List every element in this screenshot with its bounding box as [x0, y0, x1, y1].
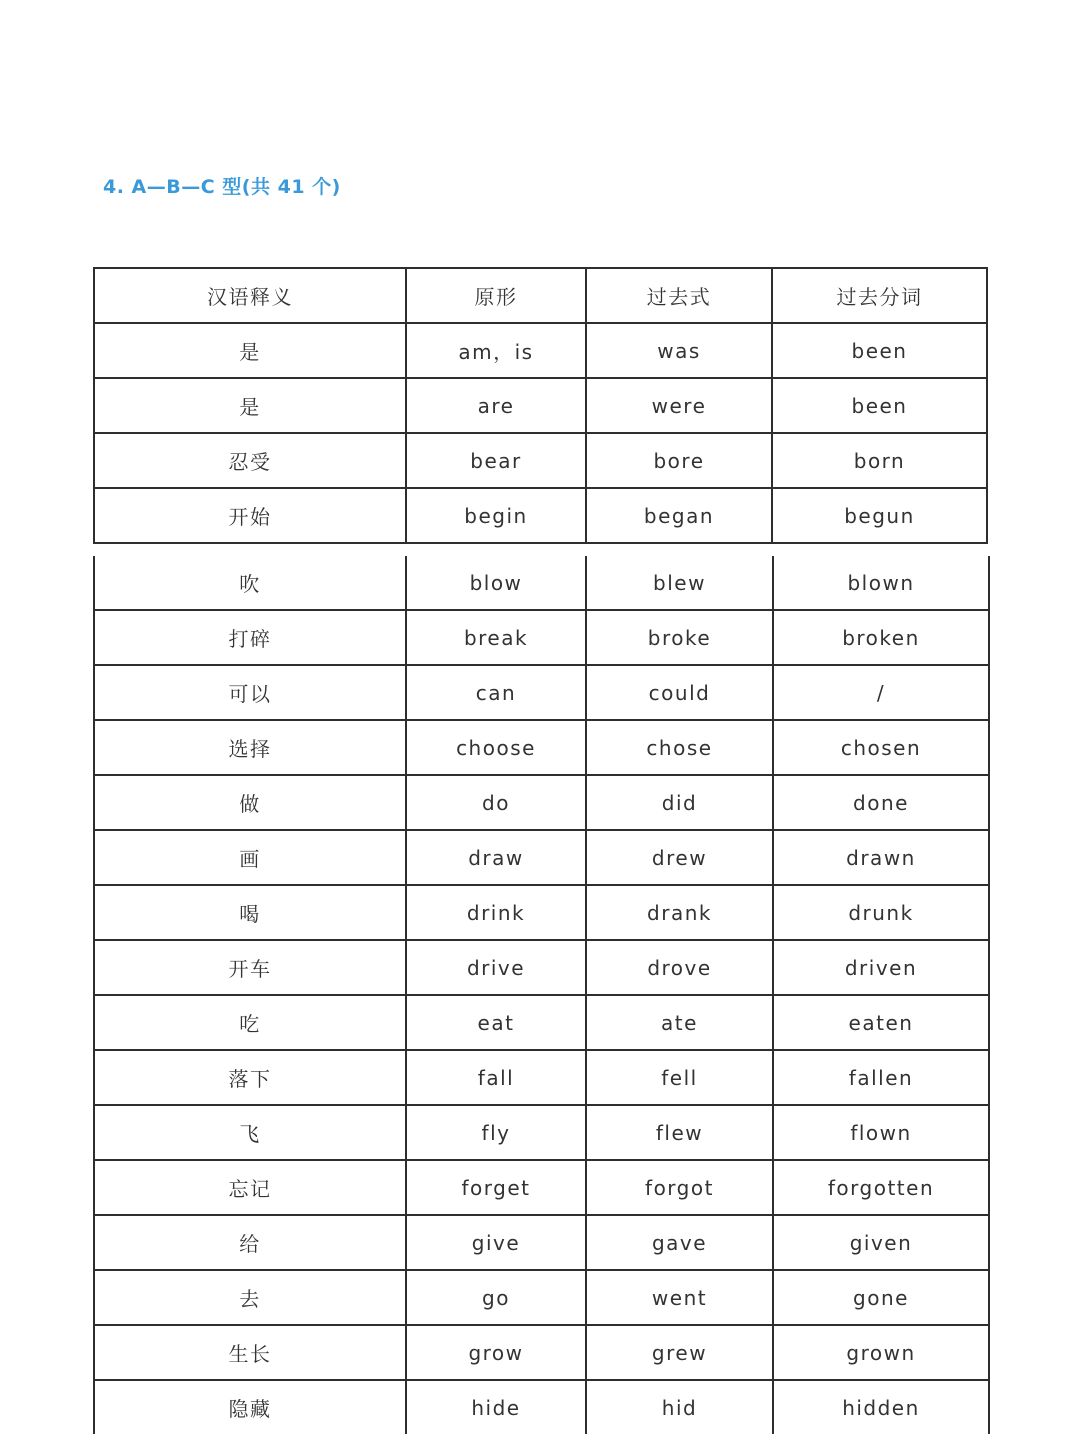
- table-row: [94, 1050, 989, 1105]
- table-row: [94, 323, 987, 378]
- base-form-cell: forget: [406, 1160, 586, 1215]
- base-form-cell: begin: [406, 488, 586, 543]
- base-form-cell: drive: [406, 940, 586, 995]
- base-form-cell: break: [406, 610, 586, 665]
- table-row: [94, 1325, 989, 1380]
- base-form-cell: grow: [406, 1325, 586, 1380]
- past-participle-cell: broken: [773, 610, 989, 665]
- table-row: [94, 1105, 989, 1160]
- header-past-tense: 过去式: [586, 268, 772, 323]
- past-tense-cell: were: [586, 378, 772, 433]
- past-participle-cell: /: [773, 665, 989, 720]
- meaning-cell: 忍受: [94, 433, 406, 488]
- meaning-cell: 选择: [94, 720, 406, 775]
- base-form-cell: hide: [406, 1380, 586, 1434]
- header-past-participle: 过去分词: [772, 268, 987, 323]
- past-tense-cell: drank: [586, 885, 773, 940]
- base-form-cell: give: [406, 1215, 586, 1270]
- table-row: [94, 885, 989, 940]
- base-form-cell: are: [406, 378, 586, 433]
- base-form-cell: choose: [406, 720, 586, 775]
- past-participle-cell: chosen: [773, 720, 989, 775]
- past-participle-cell: hidden: [773, 1380, 989, 1434]
- past-participle-cell: drawn: [773, 830, 989, 885]
- table-row: [94, 556, 989, 610]
- base-form-cell: go: [406, 1270, 586, 1325]
- verb-table-part-1: [93, 267, 988, 544]
- past-participle-cell: blown: [773, 556, 989, 610]
- past-participle-cell: drunk: [773, 885, 989, 940]
- past-participle-cell: been: [772, 378, 987, 433]
- header-base-form: 原形: [406, 268, 586, 323]
- table-header-row: [94, 268, 987, 323]
- table-row: [94, 720, 989, 775]
- past-tense-cell: flew: [586, 1105, 773, 1160]
- meaning-cell: 做: [94, 775, 406, 830]
- table-row: [94, 610, 989, 665]
- table-row: [94, 378, 987, 433]
- base-form-cell: eat: [406, 995, 586, 1050]
- meaning-cell: 忘记: [94, 1160, 406, 1215]
- base-form-cell: can: [406, 665, 586, 720]
- table-row: [94, 488, 987, 543]
- past-tense-cell: did: [586, 775, 773, 830]
- past-participle-cell: forgotten: [773, 1160, 989, 1215]
- past-participle-cell: driven: [773, 940, 989, 995]
- table-row: [94, 1270, 989, 1325]
- past-tense-cell: grew: [586, 1325, 773, 1380]
- past-tense-cell: blew: [586, 556, 773, 610]
- meaning-cell: 吃: [94, 995, 406, 1050]
- past-participle-cell: flown: [773, 1105, 989, 1160]
- past-tense-cell: chose: [586, 720, 773, 775]
- base-form-cell: fall: [406, 1050, 586, 1105]
- base-form-cell: bear: [406, 433, 586, 488]
- table-row: [94, 1160, 989, 1215]
- past-participle-cell: fallen: [773, 1050, 989, 1105]
- table-row: [94, 1380, 989, 1434]
- table-row: [94, 995, 989, 1050]
- table-row: [94, 1215, 989, 1270]
- header-meaning: 汉语释义: [94, 268, 406, 323]
- base-form-cell: am，is: [406, 323, 586, 378]
- table-row: [94, 775, 989, 830]
- past-tense-cell: bore: [586, 433, 772, 488]
- past-participle-cell: given: [773, 1215, 989, 1270]
- meaning-cell: 隐藏: [94, 1380, 406, 1434]
- meaning-cell: 给: [94, 1215, 406, 1270]
- meaning-cell: 是: [94, 323, 406, 378]
- past-participle-cell: done: [773, 775, 989, 830]
- past-tense-cell: drove: [586, 940, 773, 995]
- past-tense-cell: hid: [586, 1380, 773, 1434]
- meaning-cell: 开始: [94, 488, 406, 543]
- table-row: [94, 830, 989, 885]
- table-row: [94, 665, 989, 720]
- past-participle-cell: grown: [773, 1325, 989, 1380]
- past-tense-cell: could: [586, 665, 773, 720]
- past-tense-cell: forgot: [586, 1160, 773, 1215]
- past-participle-cell: been: [772, 323, 987, 378]
- past-tense-cell: broke: [586, 610, 773, 665]
- meaning-cell: 开车: [94, 940, 406, 995]
- meaning-cell: 生长: [94, 1325, 406, 1380]
- base-form-cell: fly: [406, 1105, 586, 1160]
- meaning-cell: 喝: [94, 885, 406, 940]
- past-participle-cell: born: [772, 433, 987, 488]
- section-title: 4. A—B—C 型(共 41 个): [103, 176, 341, 198]
- meaning-cell: 画: [94, 830, 406, 885]
- meaning-cell: 落下: [94, 1050, 406, 1105]
- past-tense-cell: ate: [586, 995, 773, 1050]
- verb-table-part-2: [93, 556, 990, 1434]
- past-tense-cell: began: [586, 488, 772, 543]
- base-form-cell: blow: [406, 556, 586, 610]
- past-tense-cell: was: [586, 323, 772, 378]
- base-form-cell: draw: [406, 830, 586, 885]
- past-participle-cell: begun: [772, 488, 987, 543]
- base-form-cell: do: [406, 775, 586, 830]
- table-row: [94, 433, 987, 488]
- meaning-cell: 是: [94, 378, 406, 433]
- past-tense-cell: gave: [586, 1215, 773, 1270]
- meaning-cell: 飞: [94, 1105, 406, 1160]
- table-row: [94, 940, 989, 995]
- meaning-cell: 吹: [94, 556, 406, 610]
- past-participle-cell: eaten: [773, 995, 989, 1050]
- past-participle-cell: gone: [773, 1270, 989, 1325]
- meaning-cell: 去: [94, 1270, 406, 1325]
- base-form-cell: drink: [406, 885, 586, 940]
- meaning-cell: 可以: [94, 665, 406, 720]
- past-tense-cell: went: [586, 1270, 773, 1325]
- past-tense-cell: fell: [586, 1050, 773, 1105]
- meaning-cell: 打碎: [94, 610, 406, 665]
- past-tense-cell: drew: [586, 830, 773, 885]
